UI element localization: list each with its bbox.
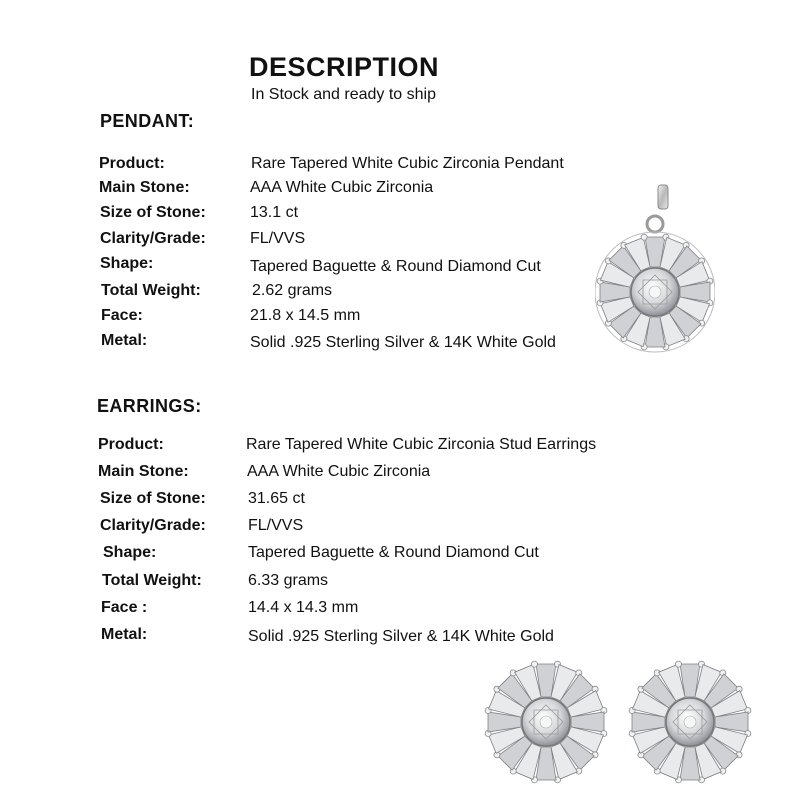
spec-label: Product: — [98, 436, 164, 453]
spec-label: Shape: — [103, 544, 157, 561]
spec-label: Metal: — [101, 626, 148, 643]
spec-value: Rare Tapered White Cubic Zirconia Pendant — [251, 155, 564, 172]
spec-value: Solid .925 Sterling Silver & 14K White Gold — [248, 628, 554, 645]
spec-value: 2.62 grams — [252, 282, 333, 299]
stock-status: In Stock and ready to ship — [251, 86, 436, 103]
spec-label: Size of Stone: — [100, 204, 206, 221]
stud-earrings-photo — [482, 652, 752, 792]
pendant-heading: PENDANT: — [100, 111, 195, 131]
pendant-photo — [595, 182, 715, 362]
spec-value: 13.1 ct — [250, 204, 299, 221]
spec-value: FL/VVS — [248, 517, 304, 534]
spec-value: Tapered Baguette & Round Diamond Cut — [250, 258, 541, 275]
spec-value: AAA White Cubic Zirconia — [250, 179, 434, 196]
spec-label: Size of Stone: — [100, 490, 206, 507]
spec-label: Metal: — [101, 332, 148, 349]
spec-label: Clarity/Grade: — [100, 230, 206, 247]
spec-value: 31.65 ct — [248, 490, 305, 507]
page-title: DESCRIPTION — [249, 52, 440, 82]
spec-value: AAA White Cubic Zirconia — [247, 463, 431, 480]
spec-value: Rare Tapered White Cubic Zirconia Stud Earrings — [246, 436, 597, 453]
spec-label: Face: — [101, 307, 143, 324]
spec-value: Solid .925 Sterling Silver & 14K White Gold — [250, 334, 556, 351]
spec-label: Main Stone: — [99, 179, 190, 196]
spec-value: 21.8 x 14.5 mm — [250, 307, 361, 324]
spec-value: FL/VVS — [250, 230, 306, 247]
spec-label: Total Weight: — [102, 572, 202, 589]
spec-label: Main Stone: — [98, 463, 189, 480]
spec-value: 6.33 grams — [248, 572, 329, 589]
spec-label: Face : — [101, 599, 148, 616]
spec-label: Total Weight: — [101, 282, 201, 299]
earrings-heading: EARRINGS: — [97, 396, 202, 416]
spec-label: Shape: — [100, 255, 154, 272]
spec-label: Clarity/Grade: — [100, 517, 206, 534]
spec-label: Product: — [99, 155, 165, 172]
spec-value: Tapered Baguette & Round Diamond Cut — [248, 544, 539, 561]
spec-value: 14.4 x 14.3 mm — [248, 599, 359, 616]
